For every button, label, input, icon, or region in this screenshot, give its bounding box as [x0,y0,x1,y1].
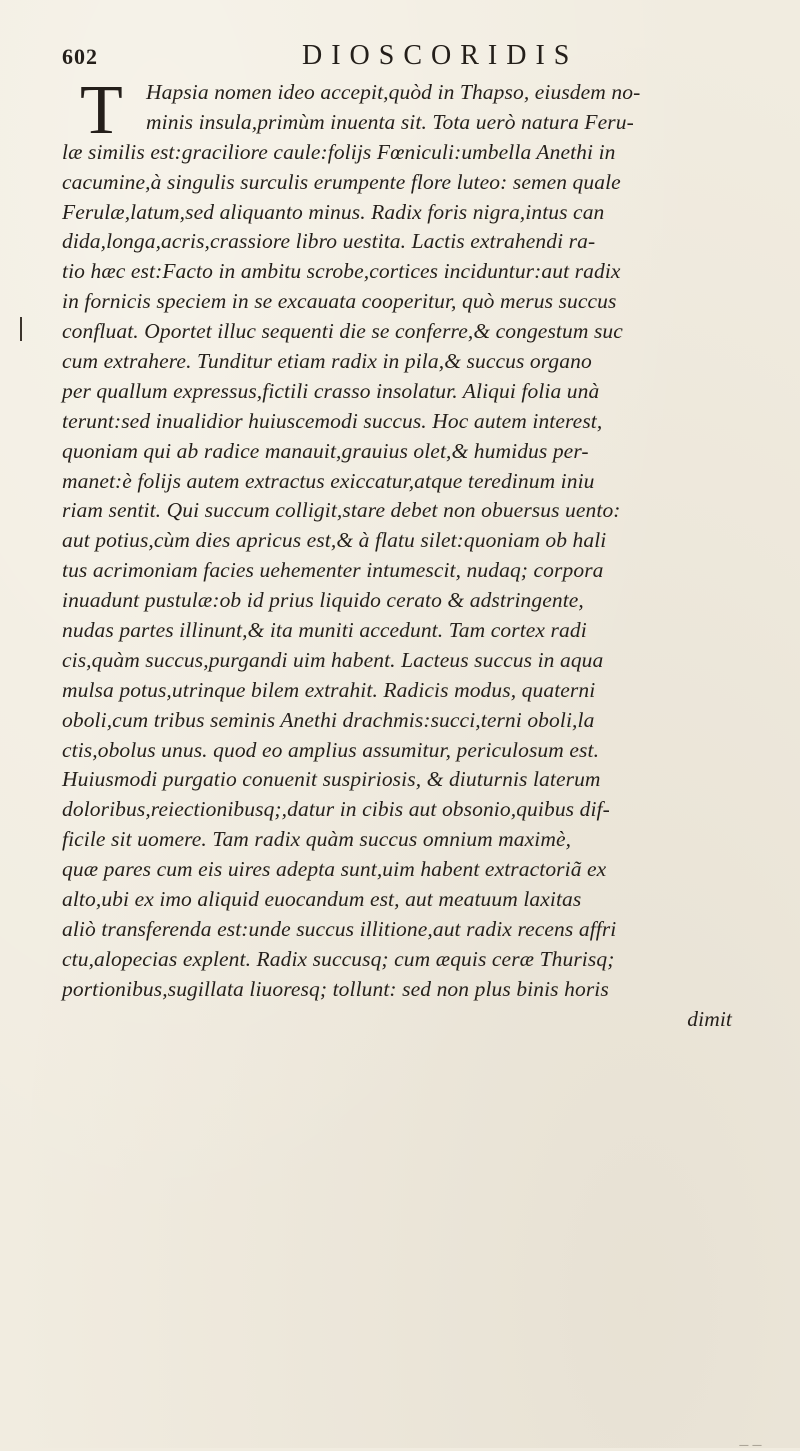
text-line: Ferulæ,latum,sed aliquanto minus. Radix foris nigra,intus can [62,199,605,224]
text-line: inuadunt pustulæ:ob id prius liquido cerato & adstringente, [62,588,584,613]
text-line: cis,quàm succus,purgandi uim habent. Lacteus succus in aqua [62,647,604,672]
text-line: mulsa potus,utrinque bilem extrahit. Radicis modus, quaterni [62,677,596,702]
text-line: aut potius,cùm dies apricus est,& à flatu silet:quoniam ob hali [62,528,607,553]
text-line: riam sentit. Qui succum colligit,stare debet non obuersus uento: [62,498,621,523]
text-line: ficile sit uomere. Tam radix quàm succus omnium maximè, [62,827,572,852]
text-line: in fornicis speciem in se excauata cooperitur, quò merus succus [62,289,617,314]
page-number: 602 [62,44,98,69]
text-line: cacumine,à singulis surculis erumpente flore luteo: semen quale [62,169,621,194]
page-edge-mark: — — [738,1440,762,1451]
text-line: alto,ubi ex imo aliquid euocandum est, aut meatuum laxitas [62,887,582,912]
text-line: dida,longa,acris,crassiore libro uestita. Lactis extrahendi ra- [62,229,596,254]
text-line: tus acrimoniam facies uehementer intumescit, nudaq; corpora [62,558,604,583]
text-line: læ similis est:graciliore caule:folijs Fœniculi:umbella Anethi in [62,139,616,164]
text-line: oboli,cum tribus seminis Anethi drachmis:succi,terni oboli,la [62,707,595,732]
text-line: ctis,obolus unus. quod eo amplius assumitur, periculosum est. [62,737,600,762]
page-header [62,40,760,80]
text-line: cum extrahere. Tunditur etiam radix in pila,& succus organo [62,349,592,374]
drop-cap: T [80,72,123,149]
text-line: quoniam qui ab radice manauit,grauius olet,& humidus per- [62,438,589,463]
text-line: minis insula,primùm inuenta sit. Tota uerò natura Feru- [146,109,634,134]
text-line: portionibus,sugillata liuoresq; tollunt: sed non plus binis horis [62,976,609,1001]
text-line: tio hæc est:Facto in ambitu scrobe,cortices inciduntur:aut radix [62,259,621,284]
body-text [62,72,768,1035]
text-line: ctu,alopecias explent. Radix succusq; cum æquis ceræ Thurisq; [62,946,615,971]
text-line: manet:è folijs autem extractus exiccatur,atque teredinum iniu [62,468,595,493]
text-line: per quallum expressus,fictili crasso insolatur. Aliqui folia unà [62,378,600,403]
text-line: confluat. Oportet illuc sequenti die se conferre,& congestum suc [62,319,623,344]
text-line: terunt:sed inualidior huiuscemodi succus. Hoc autem interest, [62,408,603,433]
text-line: Huiusmodi purgatio conuenit suspiriosis, & diuturnis laterum [62,767,601,792]
margin-mark [20,317,22,341]
text-line: aliò transferenda est:unde succus illitione,aut radix recens affri [62,916,617,941]
running-head: DIOSCORIDIS [302,40,579,71]
text-line: nudas partes illinunt,& ita muniti accedunt. Tam cortex radi [62,618,587,643]
text-line: doloribus,reiectionibusq;,datur in cibis aut obsonio,quibus dif- [62,797,610,822]
text-line: Hapsia nomen ideo accepit,quòd in Thapso, eiusdem no- [146,80,641,104]
catchword: dimit [687,1006,732,1031]
text-line: quæ pares cum eis uires adepta sunt,uim habent extractoriã ex [62,857,607,882]
